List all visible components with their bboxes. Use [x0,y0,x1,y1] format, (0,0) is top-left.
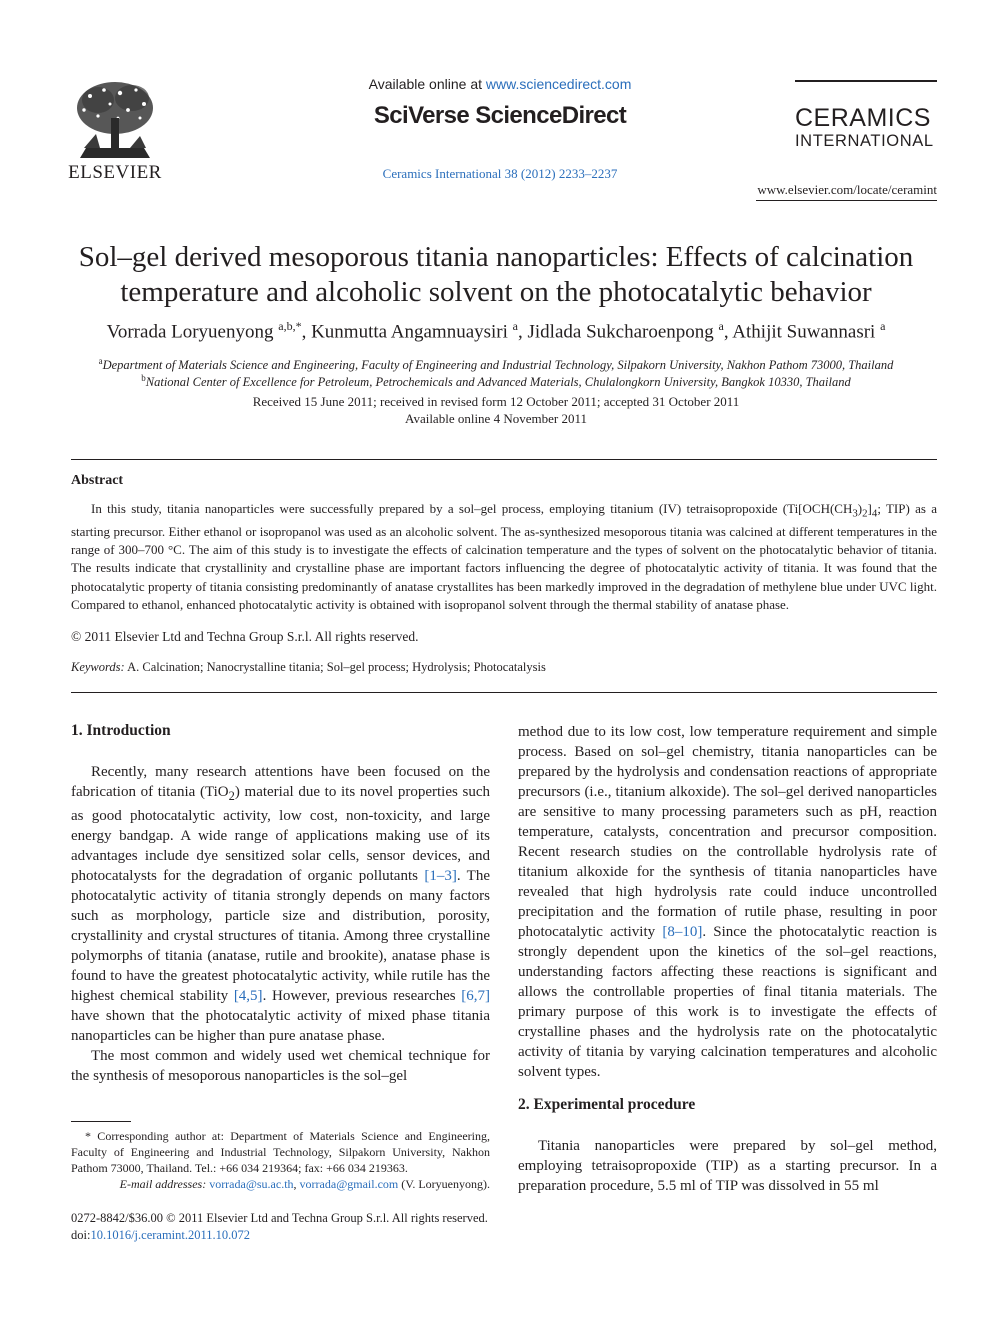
article-title [60,240,932,310]
elsevier-logo [66,78,164,182]
keywords-line [71,660,546,675]
elsevier-tree-icon [70,78,160,160]
elsevier-wordmark: ELSEVIER [68,162,162,183]
email-link[interactable]: vorrada@su.ac.th [209,1177,294,1191]
author-affiliation-mark[interactable]: a,b,* [278,319,302,333]
available-online-date: Available online 4 November 2011 [405,411,587,426]
sciverse-logo: SciVerse ScienceDirect [373,102,627,129]
affiliation-mark: b [141,373,146,383]
email-label: E-mail addresses: [119,1177,207,1191]
header-rule [756,200,937,201]
journal-homepage-link[interactable]: www.elsevier.com/locate/ceramint [757,182,937,197]
intro-paragraph-2-continued [518,722,937,1082]
text-fragment: have shown that the photocatalytic activity of mixed phase titania nanoparticles can be higher than pure anatase phase. [71,1008,490,1044]
ceramics-international-logo [795,104,939,150]
citation-link[interactable]: [6,7] [461,988,490,1004]
text-fragment: . The photocatalytic activity of titania strongly depends on many factors such as morphology, particle size and distribution, porosity, crystallinity and crystal structures of titania. Among three crystalline polymorphs of titania (anatase, rutile and brookite), anatase phase is found to have the greatest photocatalytic activity, while rutile has the highest chemical stability [71,868,490,1004]
subscript: 2 [228,789,235,803]
received-dates: Received 15 June 2011; received in revised form 12 October 2011; accepted 31 October 2011 [252,394,740,409]
citation-link[interactable]: [4,5] [233,988,263,1004]
citation-link[interactable]: [1–3] [424,868,457,884]
right-column [518,722,937,1082]
author-affiliation-mark[interactable]: a [718,319,724,333]
keywords-label: Keywords: [71,660,125,674]
publication-info [71,1210,488,1244]
journal-reference-link[interactable]: Ceramics International 38 (2012) 2233–2237 [382,166,618,181]
text-fragment: . Since the photocatalytic reaction is strongly dependent upon the kinetics of the sol–gel reactions, understanding factors affecting these reactions is significant and allows the controllable properties of final titania materials. The primary purpose of this work is to investigate the effects of crystalline phases and the hydrolysis rate on the photocatalytic activity of titania by varying calcination temperatures and alcoholic solvent types. [518,924,937,1080]
email-link[interactable]: vorrada@gmail.com [299,1177,399,1191]
author-name: , Jidlada Sukcharoenpong [518,321,719,343]
title-line-2: temperature and alcoholic solvent on the photocatalytic behavior [120,276,872,308]
header-center [300,76,700,130]
left-column [71,762,490,1086]
abstract-fragment: ] [867,501,872,516]
abstract-text [71,500,937,614]
affiliation-mark: a [98,356,103,366]
experimental-paragraph-1: Titania nanoparticles were prepared by sol–gel method, employing tetraisopropoxide (TIP) as a starting precursor. In a preparation procedure, 5.5 ml of TIP was dissolved in 55 ml [518,1138,937,1194]
issn-line: 0272-8842/$36.00 © 2011 Elsevier Ltd and Techna Group S.r.l. All rights reserved. [71,1211,488,1225]
text-fragment: ) material due to its novel properties such as good photocatalytic activity, low cost, non-toxicity, and large energy bandgap. A wide range of applications making use of its advantages include dye sensitized solar cells, sensor devices, and photocatalysts for the degradation of organic pollutants [71,784,491,884]
abstract-bottom-rule [71,692,937,693]
abstract-top-rule [71,459,937,460]
journal-logo-line2: INTERNATIONAL [795,132,934,150]
author-name: Vorrada Loryuenyong [106,321,279,343]
text-fragment: . However, previous researches [262,988,462,1004]
author-list [40,319,952,343]
author-affiliation-mark[interactable]: a [512,319,518,333]
subscript: 3 [852,507,858,520]
journal-logo-rule [795,80,937,82]
affiliation-text: National Center of Excellence for Petroleum, Petrochemicals and Advanced Materials, Chulalongkorn University, Bangkok 10330, Thailand [145,375,851,390]
abstract-fragment: In this study, titania nanoparticles were successfully prepared by a sol–gel process, employing titanium (IV) tetraisopropoxide (Ti[OCH(CH [91,501,853,516]
footnote-rule [71,1121,131,1122]
abstract-heading: Abstract [71,473,124,488]
intro-paragraph-1 [71,762,490,1046]
email-owner: (V. Loryuenyong). [398,1177,490,1191]
doi-line [71,1227,488,1244]
abstract-fragment: ; TIP) as a starting precursor. Either ethanol or isopropanol was used as an alcoholic solvent. The as-synthesized mesoporous titania was calcined at different temperatures in the range of 300–700 °C. The aim of this study is to investigate the effects of calcination temperature and the types of solvent on the photocatalytic behavior of titania. The results indicate that crystallinity and crystalline phase are important factors influencing the degree of photocatalytic activity of titania. It was found that the photocatalytic property of titania consisting predominantly of anatase crystallites has been markedly improved in the degradation of methylene blue under UVC light. Compared to ethanol, enhanced photocatalytic activity is obtained with isopropanol solvent through the thermal stability of anatase phase. [71,501,937,613]
affiliation-b [40,373,952,390]
abstract-fragment: ) [857,501,863,516]
experimental-column [518,1136,937,1196]
title-line-1: Sol–gel derived mesoporous titania nanoparticles: Effects of calcination [78,241,914,273]
keywords-list: A. Calcination; Nanocrystalline titania; Sol–gel process; Hydrolysis; Photocatalysis [124,660,546,674]
sciencedirect-link[interactable]: www.sciencedirect.com [485,76,632,92]
journal-logo-line1: CERAMICS [795,104,931,132]
affiliation-text: Department of Materials Science and Engineering, Faculty of Engineering and Industrial Technology, Silpakorn University, Nakhon Pathom 73000, Thailand [102,358,894,373]
abstract-copyright: © 2011 Elsevier Ltd and Techna Group S.r.l. All rights reserved. [71,629,419,644]
section-heading-introduction: 1. Introduction [71,722,171,739]
corresponding-author-footnote [71,1128,490,1192]
author-name: , Kunmutta Angamnuaysiri [301,321,513,343]
subscript: 4 [871,507,878,520]
footnote-text: * Corresponding author at: Department of Materials Science and Engineering, Faculty of Engineering and Industrial Technology, Silpakorn University, Nakhon Pathom 73000, Thailand. Tel.: +66 034 219364; fax: +66 034 219363. [71,1129,490,1175]
intro-paragraph-2: The most common and widely used wet chemical technique for the synthesis of mesoporous nanoparticles is the sol–gel [71,1048,490,1084]
email-line [71,1176,490,1192]
affiliation-a [40,356,952,373]
doi-label: doi: [71,1228,91,1242]
text-fragment: method due to its low cost, low temperature requirement and simple process. Based on sol–gel chemistry, titania nanoparticles can be prepared by the hydrolysis and condensation reactions of appropriate precursors (i.e., titanium alkoxide). The sol–gel derived nanoparticles are sensitive to many processing parameters such as pH, reaction temperature, catalysts, concentration and precursor composition. Recent research studies on the controllable hydrolysis rate of titanium alkoxide for the synthesis of titania nanoparticles have revealed that high hydrolysis rate could induce uncontrolled precipitation and the formation of rutile phase, resulting in poor photocatalytic activity [518,724,937,940]
available-label: Available online at [368,76,486,92]
email-separator: , [293,1177,300,1191]
available-online-line [300,76,700,92]
text-fragment: Recently, many research attentions have been focused on the fabrication of titania (TiO [71,764,490,800]
section-heading-experimental: 2. Experimental procedure [518,1096,696,1113]
author-affiliation-mark[interactable]: a [880,319,886,333]
author-name: , Athijit Suwannasri [723,321,881,343]
subscript: 2 [862,507,868,520]
citation-link[interactable]: [8–10] [662,924,703,940]
doi-link[interactable]: 10.1016/j.ceramint.2011.10.072 [90,1228,251,1242]
